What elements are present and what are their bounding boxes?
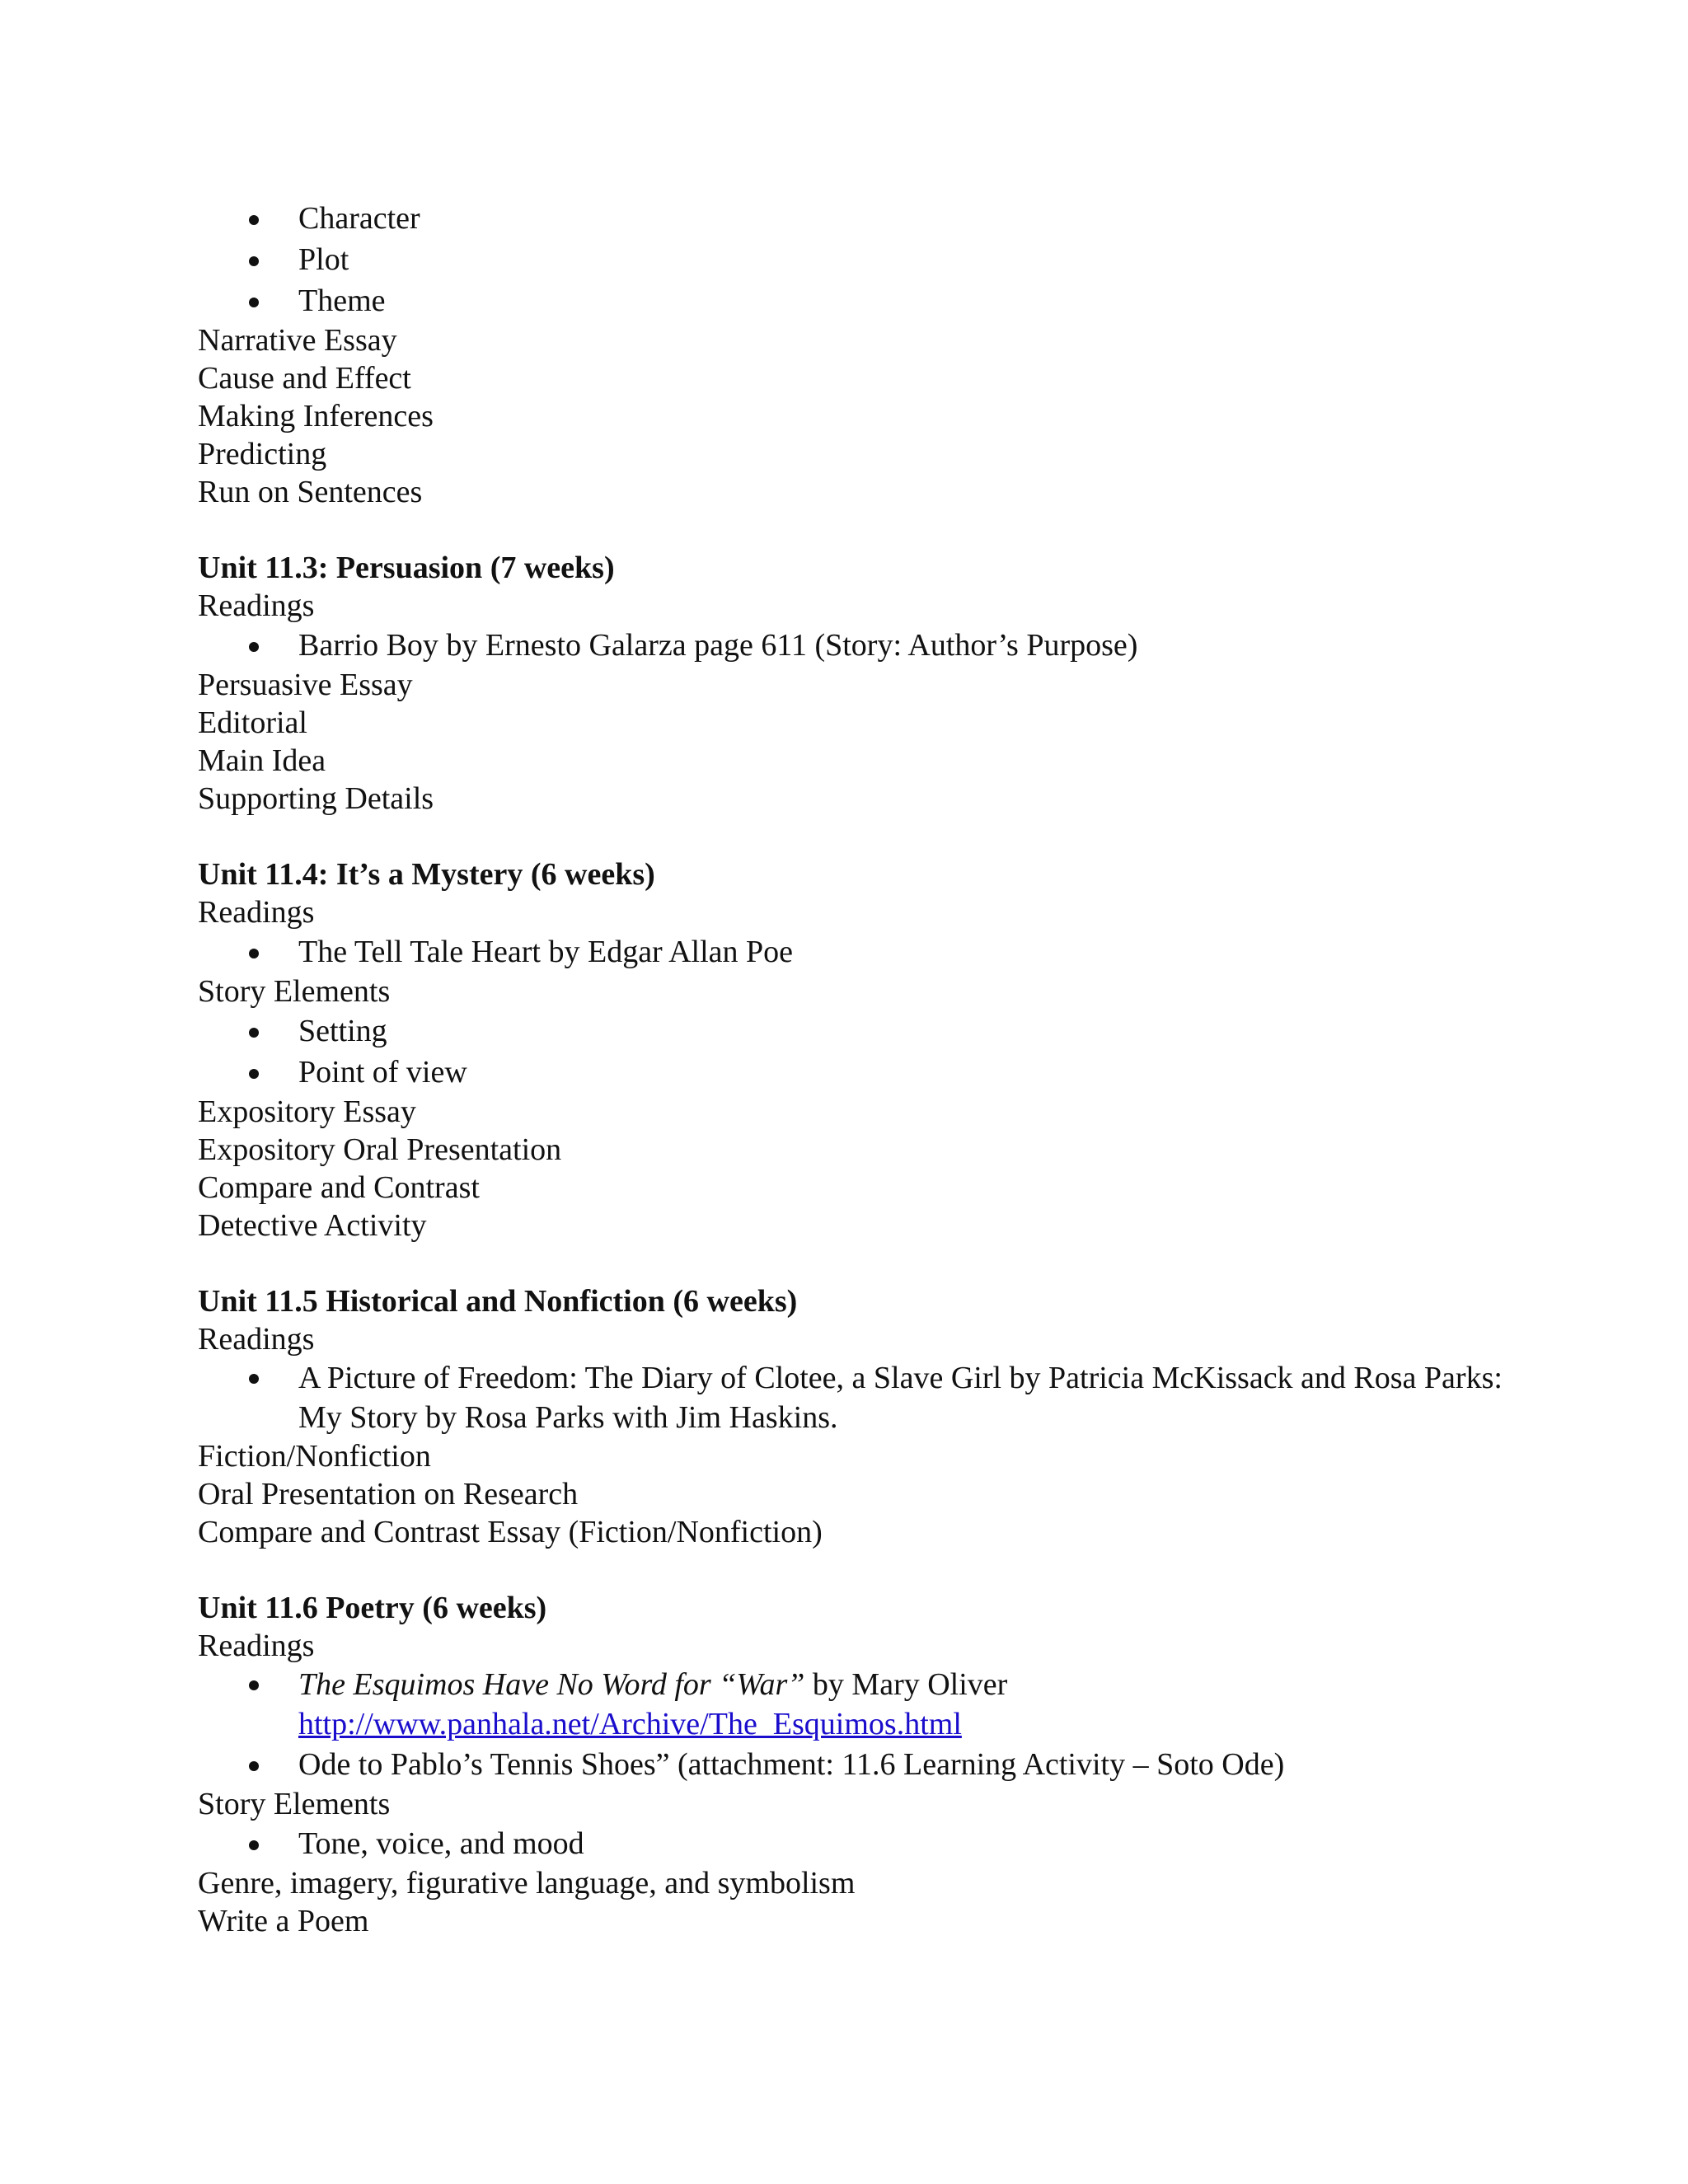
- readings-label: Readings: [198, 588, 315, 623]
- list-item-text: Point of view: [298, 1055, 467, 1090]
- bullet-icon: [249, 1680, 259, 1690]
- topic-line: Supporting Details: [198, 781, 434, 816]
- readings-label: Readings: [198, 1322, 315, 1357]
- readings-list: [198, 1665, 1533, 1785]
- bullet-icon: [249, 215, 259, 225]
- story-elements-list: [198, 1823, 1533, 1864]
- unit-heading: Unit 11.4: It’s a Mystery (6 weeks): [198, 857, 655, 892]
- topic-line: Detective Activity: [198, 1208, 427, 1243]
- intro-bullet-list: [198, 198, 1533, 321]
- readings-list: [198, 625, 1533, 666]
- topic-line: Expository Oral Presentation: [198, 1132, 562, 1167]
- poem-author: by Mary Oliver: [804, 1667, 1008, 1702]
- topic-line: Compare and Contrast: [198, 1170, 480, 1205]
- list-item-text: The Tell Tale Heart by Edgar Allan Poe: [298, 935, 794, 969]
- list-item-text: Character: [298, 201, 420, 236]
- list-item-text: Tone, voice, and mood: [298, 1826, 584, 1861]
- bullet-icon: [249, 1840, 259, 1850]
- topic-line: Persuasive Essay: [198, 668, 413, 702]
- topic-line: Run on Sentences: [198, 475, 423, 509]
- list-item-text: A Picture of Freedom: The Diary of Clotee, a Slave Girl by Patricia McKissack and Rosa Parks: My Story by Rosa Parks with Jim Haskins.: [298, 1361, 1503, 1435]
- topic-line: Cause and Effect: [198, 361, 411, 396]
- topic-line: Editorial: [198, 705, 307, 740]
- story-elements-list: [198, 1010, 1533, 1093]
- bullet-icon: [249, 1069, 259, 1079]
- unit-heading: Unit 11.6 Poetry (6 weeks): [198, 1591, 547, 1625]
- topic-line: Narrative Essay: [198, 323, 397, 358]
- bullet-icon: [249, 642, 259, 652]
- poem-title: The Esquimos Have No Word for “War”: [298, 1667, 805, 1702]
- list-item: [198, 280, 1533, 321]
- topic-line: Main Idea: [198, 743, 326, 778]
- list-item: [198, 1358, 1533, 1437]
- list-item: [198, 1665, 1533, 1744]
- topic-line: Genre, imagery, figurative language, and symbolism: [198, 1866, 856, 1900]
- topic-line: Expository Essay: [198, 1094, 416, 1129]
- unit-heading: Unit 11.3: Persuasion (7 weeks): [198, 551, 615, 585]
- bullet-icon: [249, 256, 259, 266]
- topic-line: Predicting: [198, 437, 327, 471]
- readings-list: [198, 1358, 1533, 1437]
- topic-line: Write a Poem: [198, 1904, 369, 1938]
- topic-line: Fiction/Nonfiction: [198, 1439, 431, 1474]
- list-item: [198, 198, 1533, 239]
- list-item: [198, 1052, 1533, 1093]
- unit-heading: Unit 11.5 Historical and Nonfiction (6 weeks): [198, 1284, 798, 1319]
- list-item-text: Plot: [298, 242, 349, 277]
- bullet-icon: [249, 1374, 259, 1384]
- bullet-icon: [249, 1761, 259, 1771]
- story-elements-label: Story Elements: [198, 1787, 391, 1821]
- story-elements-label: Story Elements: [198, 974, 391, 1009]
- list-item: [198, 625, 1533, 666]
- bullet-icon: [249, 298, 259, 307]
- document-page: [198, 198, 1533, 1940]
- bullet-icon: [249, 1028, 259, 1038]
- list-item-text: Theme: [298, 284, 386, 318]
- topic-line: Oral Presentation on Research: [198, 1477, 579, 1511]
- readings-list: [198, 931, 1533, 972]
- list-item: [198, 931, 1533, 972]
- list-item: [198, 1823, 1533, 1864]
- archive-link[interactable]: http://www.panhala.net/Archive/The_Esquimos.html: [298, 1707, 962, 1741]
- list-item: [198, 1744, 1533, 1785]
- list-item-text: Setting: [298, 1014, 387, 1048]
- list-item: [198, 239, 1533, 280]
- readings-label: Readings: [198, 895, 315, 930]
- topic-line: Compare and Contrast Essay (Fiction/Nonfiction): [198, 1515, 823, 1549]
- topic-line: Making Inferences: [198, 399, 434, 434]
- bullet-icon: [249, 949, 259, 958]
- list-item-text: Ode to Pablo’s Tennis Shoes” (attachment: 11.6 Learning Activity – Soto Ode): [298, 1747, 1285, 1782]
- readings-label: Readings: [198, 1629, 315, 1663]
- list-item-text: Barrio Boy by Ernesto Galarza page 611 (Story: Author’s Purpose): [298, 628, 1138, 663]
- list-item: [198, 1010, 1533, 1052]
